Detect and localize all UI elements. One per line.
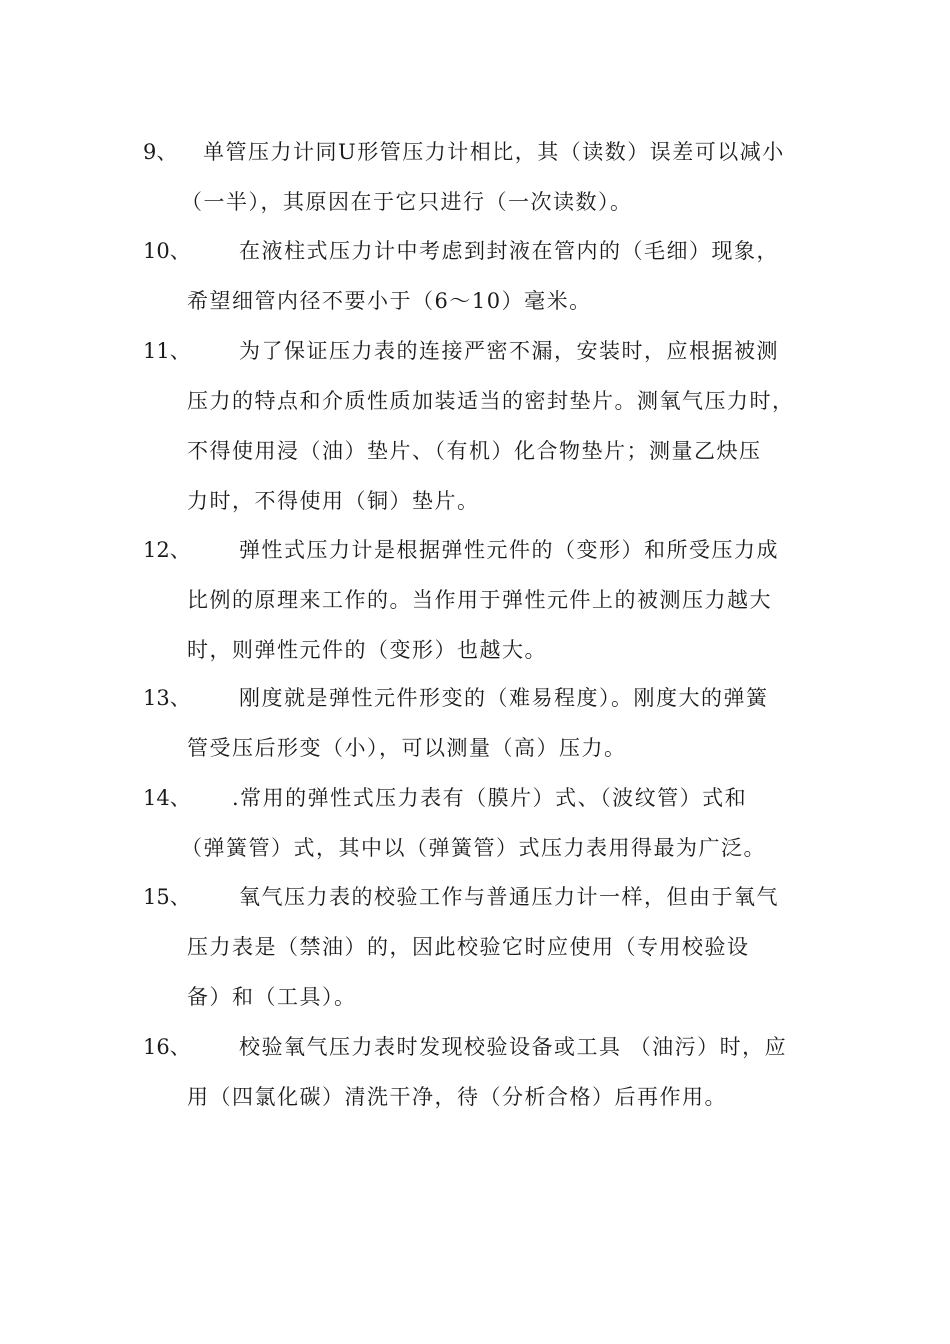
item-number: 13、 (143, 686, 191, 710)
item-text-line: .常用的弹性式压力表有（膜片）式、（波纹管）式和 (232, 786, 748, 810)
item-text-line: （弹簧管）式，其中以（弹簧管）式压力表用得最为广泛。 (181, 836, 766, 860)
item-number: 9、 (143, 140, 178, 164)
item-text-line: 校验氧气压力表时发现校验设备或工具 （油污）时，应 (239, 1035, 788, 1059)
item-text-line: 压力表是（禁油）的，因此校验它时应使用（专用校验设 (187, 935, 750, 959)
item-text-line: 管受压后形变（小），可以测量（高）压力。 (187, 736, 627, 760)
item-text-line: 用（四氯化碳）清洗干净，待（分析合格）后再作用。 (187, 1085, 727, 1109)
item-text-line: 单管压力计同U形管压力计相比，其（读数）误差可以减小 (203, 140, 785, 164)
item-text-line: 比例的原理来工作的。当作用于弹性元件上的被测压力越大 (187, 588, 772, 612)
item-number: 12、 (143, 538, 191, 562)
item-text-line: 时，则弹性元件的（变形）也越大。 (187, 638, 547, 662)
item-text-line: 氧气压力表的校验工作与普通压力计一样，但由于氧气 (239, 885, 779, 909)
item-text-line: 备）和（工具）。 (187, 985, 357, 1009)
item-text-line: 压力的特点和介质性质加装适当的密封垫片。测氧气压力时， (187, 389, 795, 413)
item-number: 10、 (143, 239, 191, 263)
item-text-line: （一半），其原因在于它只进行（一次读数）。 (181, 190, 633, 214)
item-number: 15、 (143, 885, 191, 909)
item-text-line: 为了保证压力表的连接严密不漏，安装时，应根据被测 (239, 339, 779, 363)
item-text-line: 力时，不得使用（铜）垫片。 (187, 489, 480, 513)
item-text-line: 希望细管内径不要小于（6～10）毫米。 (187, 289, 592, 313)
item-number: 11、 (143, 339, 191, 363)
item-number: 16、 (143, 1035, 191, 1059)
item-text-line: 刚度就是弹性元件形变的（难易程度）。刚度大的弹簧 (239, 686, 769, 710)
item-text-line: 在液柱式压力计中考虑到封液在管内的（毛细）现象， (239, 239, 779, 263)
item-text-line: 弹性式压力计是根据弹性元件的（变形）和所受压力成 (239, 538, 779, 562)
item-number: 14、 (143, 786, 191, 810)
item-text-line: 不得使用浸（油）垫片、（有机）化合物垫片；测量乙炔压 (187, 439, 762, 463)
